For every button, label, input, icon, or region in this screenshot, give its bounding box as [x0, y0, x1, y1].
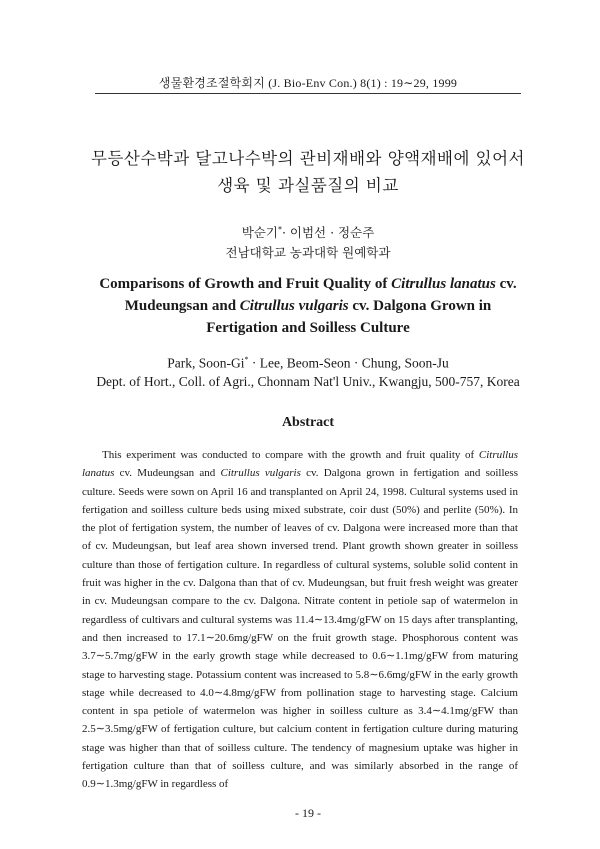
english-affiliation: Dept. of Hort., Coll. of Agri., Chonnam Nat'l Univ., Kwangju, 500-757, Korea [96, 374, 520, 389]
korean-author-rest: · 이범선 · 정순주 [281, 225, 375, 241]
abstract-text: cv. Dalgona grown in fertigation and soilless culture. Seeds were sown on April 16 and transplanted on April 24, 1998. Cultural systems used in fertigation and soilless culture beds using mixed substrate, coir dust (50%) and perlite (50%). In the plot of fertigation system, the number of leaves of cv. Dalgona were increased more than that of cv. Mudeungsan, but leaf area shown inversed trend. Plant growth shown greater in soilless culture than those of fertigation culture. In regardless of cultural systems, soluble solid content in fruit was higher in the cv. Dalgona than that of cv. Mudeungsan, but fruit fresh weight was greater in cv. Mudeungsan compare to the cv. Dalgona. Nitrate content in petiole sap of watermelon in regardless of cultivars and cultural systems was 11.4∼13.4mg/gFW on 15 days after transplanting, and then increased to 17.1∼20.6mg/gFW on the fruit growth stage. Phosphorous content was 3.7∼5.7mg/gFW in the early growth stage while decreased to 0.6∼1.1mg/gFW from maturing stage to harvesting stage. Potassium content was increased to 5.8∼6.6mg/gFW in the early growth stage while decreased to 4.0∼4.8mg/gFW from pollination stage to harvesting stage. Calcium content in spa petiole of watermelon was higher in soilless culture as 3.4∼4.1mg/gFW than 2.5∼3.5mg/gFW of fertigation culture, but calcium content in fertigation culture during maturing stage was higher than that of soilless culture. The tendency of magnesium uptake was higher in fertigation culture than that of soilless culture, and was similarly absorbed in the range of 0.9∼1.3mg/gFW in regardless of [82, 467, 518, 791]
english-author-first: Park, Soon-Gi [167, 355, 245, 371]
title-text: cv. [495, 276, 517, 292]
abstract-heading: Abstract [281, 415, 335, 430]
korean-affiliation: 전남대학교 농과대학 원예학과 [225, 245, 391, 261]
english-title-line-1 [70, 273, 546, 295]
abstract-body [82, 446, 518, 794]
title-text: Comparisons of Growth and Fruit Quality of [99, 276, 392, 292]
species-name: Citrullus vulgaris [220, 467, 301, 480]
korean-title [60, 145, 556, 199]
title-text: cv. Dalgona Grown in [348, 298, 492, 314]
korean-title-line-1: 무등산수박과 달고나수박의 관비재배와 양액재배에 있어서 [91, 149, 525, 168]
species-name: Citrullus lanatus [391, 276, 496, 292]
species-name: Citrullus vulgaris [239, 298, 349, 314]
header-rule [95, 93, 521, 94]
korean-authors [60, 220, 556, 243]
species-name: Citrullus lanatus [82, 449, 518, 480]
abstract-text: This experiment was conducted to compare with the growth and fruit quality of [102, 449, 479, 461]
abstract-text: cv. Mudeungsan and [114, 467, 221, 480]
abstract-paragraph [82, 446, 518, 794]
corresponding-mark: * [244, 355, 249, 364]
title-text: Mudeungsan and [124, 298, 240, 314]
korean-title-line-2: 생육 및 과실품질의 비교 [217, 176, 399, 195]
korean-author-block [60, 220, 556, 263]
english-title-line-3: Fertigation and Soilless Culture [206, 320, 410, 336]
running-header: 생물환경조절학회지 (J. Bio-Env Con.) 8(1) : 19∼29, 1999 [158, 76, 458, 90]
english-title [70, 273, 546, 339]
page-number: - 19 - [295, 806, 321, 820]
english-author-rest: · Lee, Beom-Seon · Chung, Soon-Ju [248, 355, 449, 371]
english-authors [60, 350, 556, 374]
english-title-line-2 [70, 295, 546, 317]
corresponding-mark: * [277, 225, 282, 234]
korean-author-first: 박순기 [241, 225, 278, 241]
